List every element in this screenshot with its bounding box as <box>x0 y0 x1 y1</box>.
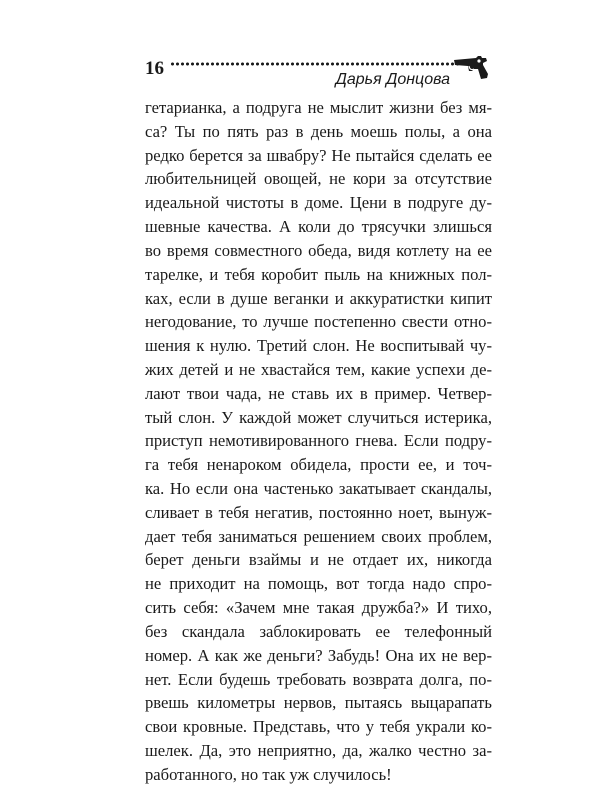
text-line: жих детей и не хвастайся тем, какие успехи де- <box>145 359 492 379</box>
text-line: дает тебя заниматься решением своих проблем, <box>145 526 492 546</box>
text-line: идеальной чистоты в доме. Цени в подруге ду- <box>145 193 492 213</box>
text-line: шевные качества. А коли до трясучки злишься <box>145 217 492 237</box>
text-line: сливает в тебя негатив, постоянно ноет, вынуж- <box>145 502 492 522</box>
dotted-rule <box>170 61 466 67</box>
text-line: во время совместного обеда, видя котлету на ее <box>145 240 492 260</box>
text-line: сить себя: «Зачем мне такая дружба?» И тихо, <box>145 598 492 618</box>
text-line: гетарианка, а подруга не мыслит жизни без мя- <box>145 98 492 117</box>
text-line: нет. Если будешь требовать возврата долга, по- <box>145 669 492 689</box>
text-line: номер. А как же деньги? Забудь! Она их не вер- <box>145 645 492 665</box>
text-line: тый слон. У каждой может случиться истерика, <box>145 407 492 427</box>
text-line: берет деньги взаймы и не отдает их, никогда <box>145 550 492 570</box>
text-line: без скандала заблокировать ее телефонный <box>145 621 492 641</box>
author-name: Дарья Донцова <box>335 71 450 88</box>
text-line: шелек. Да, это неприятно, да, жалко честно за- <box>145 740 492 760</box>
text-line: любительницей овощей, не кори за отсутствие <box>145 169 492 189</box>
text-line: шения к нулю. Третий слон. Не воспитывай чу- <box>145 336 492 356</box>
text-line: редко берется за швабру? Не пытайся сделать ее <box>145 145 492 165</box>
text-line: приступ немотивированного гнева. Если подру- <box>145 431 492 451</box>
text-line: работанного, но так уж случилось! <box>145 764 392 784</box>
revolver-icon <box>452 52 490 82</box>
text-line: свои кровные. Представь, что у тебя украли ко- <box>145 717 492 737</box>
text-line: ка. Но если она частенько закатывает скандалы, <box>145 479 492 498</box>
text-line: га тебя ненароком обидела, прости ее, и точ- <box>145 455 492 475</box>
text-line: тарелке, и тебя коробит пыль на книжных пол- <box>145 264 492 284</box>
text-line: ках, если в душе веганки и аккуратистки кипит <box>145 288 492 308</box>
text-line: не приходит на помощь, вот тогда надо спро- <box>145 574 492 594</box>
text-line: рвешь километры нервов, пытаясь выцарапать <box>145 693 492 713</box>
text-line: лают твои чада, не ставь их в пример. Четвер- <box>145 383 492 403</box>
running-header <box>145 58 490 88</box>
body-text <box>145 96 492 787</box>
text-line: негодование, то лучше постепенно свести отно- <box>145 312 492 332</box>
page-number: 16 <box>145 58 164 79</box>
text-line: са? Ты по пять раз в день моешь полы, а она <box>145 121 492 141</box>
